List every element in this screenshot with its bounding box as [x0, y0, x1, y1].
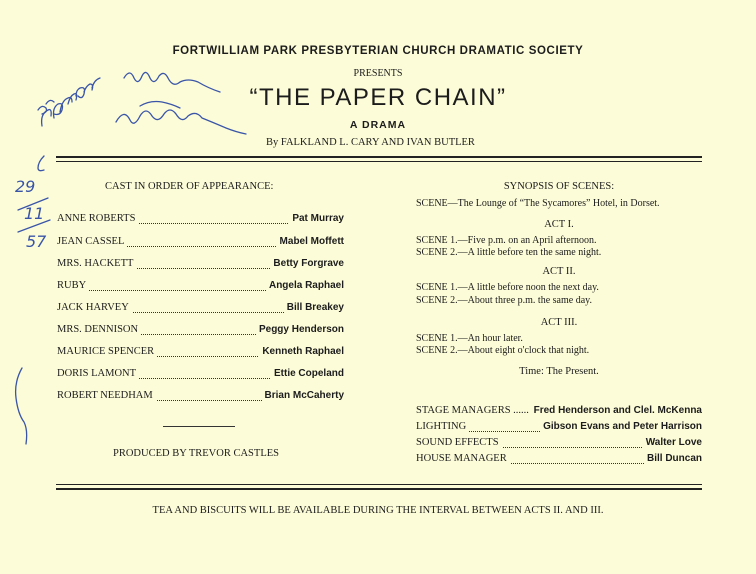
cast-actor: Kenneth Raphael: [259, 346, 344, 357]
date-mark-year: 57: [26, 232, 47, 251]
synopsis-heading: SYNOPSIS OF SCENES:: [503, 181, 615, 192]
cast-role: JEAN CASSEL: [57, 236, 127, 247]
cast-role: MAURICE SPENCER: [57, 346, 157, 357]
crew-names: Fred Henderson and Clel. McKenna: [531, 405, 702, 416]
scene-setting: SCENE—The Lounge of “The Sycamores” Hotel, in Dorset.: [416, 198, 660, 209]
crew-role: SOUND EFFECTS: [416, 437, 502, 448]
scene-line: SCENE 2.—About three p.m. the same day.: [416, 295, 592, 306]
date-mark-month: 11: [24, 204, 45, 223]
cast-actor: Bill Breakey: [284, 302, 344, 313]
cast-actor: Ettie Copeland: [271, 368, 344, 379]
cast-row: [57, 390, 344, 404]
cast-actor: Pat Murray: [289, 213, 344, 224]
top-rule-thick: [56, 156, 702, 158]
crew-names: Bill Duncan: [644, 453, 702, 464]
cast-divider: [163, 426, 235, 427]
act-label: ACT I.: [544, 219, 574, 230]
bottom-rule-thick: [56, 488, 702, 490]
society-name: FORTWILLIAM PARK PRESBYTERIAN CHURCH DRAMATIC SOCIETY: [172, 45, 584, 57]
cast-role: JACK HARVEY: [57, 302, 132, 313]
crew-names: Walter Love: [643, 437, 702, 448]
crew-row: [416, 437, 702, 451]
scene-line: SCENE 2.—About eight o'clock that night.: [416, 345, 590, 356]
bottom-rule-thin: [56, 484, 702, 485]
scene-line: SCENE 1.—A little before noon the next day.: [416, 282, 599, 293]
cast-actor: Brian McCaherty: [262, 390, 344, 401]
cast-row: [57, 213, 344, 227]
crew-row: [416, 405, 702, 419]
play-authors: By FALKLAND L. CARY AND IVAN BUTLER: [266, 137, 475, 148]
digit-scribble-1: [38, 156, 44, 171]
cast-actor: Angela Raphael: [266, 280, 344, 291]
scene-line: SCENE 1.—An hour later.: [416, 333, 523, 344]
act-label: ACT II.: [542, 266, 576, 277]
cast-row: [57, 280, 344, 294]
play-title: “THE PAPER CHAIN”: [249, 84, 507, 111]
cast-role: ANNE ROBERTS: [57, 213, 138, 224]
refreshment-notice: TEA AND BISCUITS WILL BE AVAILABLE DURING THE INTERVAL BETWEEN ACTS II. AND III.: [152, 505, 604, 516]
act-label: ACT III.: [540, 317, 578, 328]
cast-role: DORIS LAMONT: [57, 368, 139, 379]
cast-role: MRS. DENNISON: [57, 324, 141, 335]
cast-role: MRS. HACKETT: [57, 258, 136, 269]
cast-row: [57, 258, 344, 272]
crew-role: HOUSE MANAGER: [416, 453, 510, 464]
cast-row: [57, 236, 344, 250]
cast-actor: Betty Forgrave: [270, 258, 344, 269]
cast-role: ROBERT NEEDHAM: [57, 390, 156, 401]
cast-row: [57, 302, 344, 316]
top-rule-thin: [56, 161, 702, 162]
play-subtitle: A DRAMA: [349, 119, 407, 131]
cast-actor: Peggy Henderson: [256, 324, 344, 335]
producer-credit: PRODUCED BY TREVOR CASTLES: [113, 448, 279, 459]
bracket-mark: [16, 368, 27, 444]
crew-row: [416, 453, 702, 467]
crew-role: LIGHTING: [416, 421, 469, 432]
presents-label: PRESENTS: [353, 68, 403, 79]
scene-line: SCENE 2.—A little before ten the same night.: [416, 247, 602, 258]
crew-row: [416, 421, 702, 435]
cast-row: [57, 324, 344, 338]
date-mark-day: 29: [15, 177, 36, 196]
cast-row: [57, 346, 344, 360]
cast-role: RUBY: [57, 280, 89, 291]
crew-role: STAGE MANAGERS ......: [416, 405, 532, 416]
scene-line: SCENE 1.—Five p.m. on an April afternoon.: [416, 235, 597, 246]
cast-heading: CAST IN ORDER OF APPEARANCE:: [105, 181, 274, 192]
cast-row: [57, 368, 344, 382]
time-setting: Time: The Present.: [519, 366, 599, 377]
crew-names: Gibson Evans and Peter Harrison: [540, 421, 702, 432]
cast-actor: Mabel Moffett: [277, 236, 344, 247]
